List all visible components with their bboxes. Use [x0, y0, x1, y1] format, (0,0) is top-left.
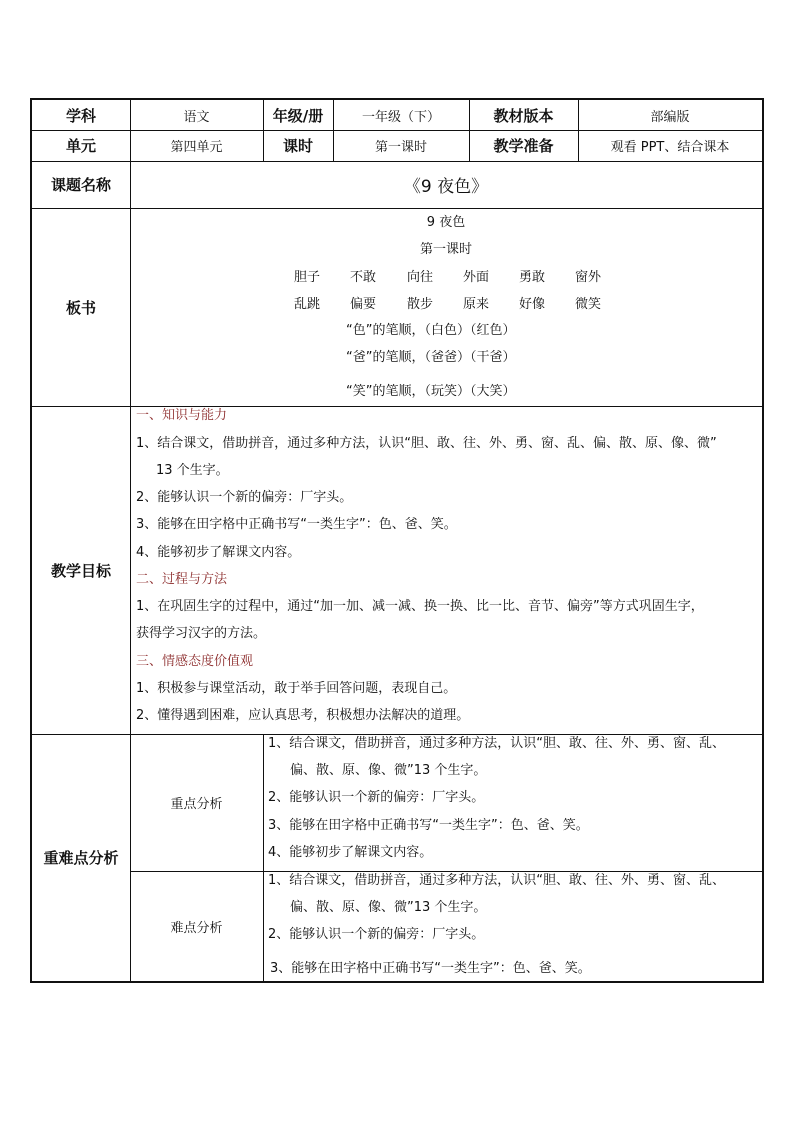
stroke-order-line: “色”的笔顺，（白色）（红色）: [346, 323, 516, 338]
board-subtitle: 第一课时: [419, 241, 472, 257]
board-word: 勇敢: [519, 270, 546, 285]
difficulty-item-continued: 偏、散、原、像、微”13 个生字。: [290, 900, 487, 915]
stroke-order-line: “爸”的笔顺，（爸爸）（干爸）: [346, 350, 516, 365]
key-point-item: 3、能够在田字格中正确书写“一类生字”：色、爸、笑。: [268, 818, 589, 833]
board-word: 微笑: [575, 297, 602, 312]
objective-item-continued: 获得学习汉字的方法。: [136, 626, 267, 641]
key-point-item: 4、能够初步了解课文内容。: [268, 845, 433, 860]
board-word: 胆子: [294, 270, 321, 285]
subject-value: 语文: [183, 109, 210, 125]
subject-label: 学科: [65, 106, 96, 125]
board-word: 好像: [519, 297, 546, 312]
objective-item-continued: 13 个生字。: [156, 463, 229, 478]
board-word: 不敢: [350, 270, 377, 285]
prep-label: 教学准备: [493, 137, 554, 155]
board-title: 9 夜色: [426, 214, 466, 230]
period-label: 课时: [282, 137, 313, 155]
board-word: 向往: [407, 270, 434, 285]
board-word: 散步: [407, 297, 434, 312]
stroke-order-line: “笑”的笔顺，（玩笑）（大笑）: [346, 384, 516, 399]
key-point-item-continued: 偏、散、原、像、微”13 个生字。: [290, 763, 487, 778]
edition-label: 教材版本: [493, 106, 554, 125]
unit-value: 第四单元: [170, 140, 223, 155]
objective-item: 1、在巩固生字的过程中，通过“加一加、减一减、换一换、比一比、音节、偏旁”等方式巩固生字，: [136, 599, 704, 614]
section-heading: 三、情感态度价值观: [136, 654, 254, 669]
column-divider: [263, 734, 264, 981]
difficulty-label: 难点分析: [170, 920, 223, 936]
difficulty-item: 1、结合课文，借助拼音，通过多种方法，认识“胆、敢、往、外、勇、窗、乱、: [268, 873, 726, 888]
section-heading: 一、知识与能力: [136, 408, 228, 423]
key-points-label: 重点分析: [170, 797, 223, 812]
objectives-label: 教学目标: [50, 561, 111, 580]
objective-item: 4、能够初步了解课文内容。: [136, 545, 301, 560]
grade-value: 一年级（下）: [361, 109, 440, 125]
period-value: 第一课时: [374, 140, 427, 155]
analysis-label: 重难点分析: [43, 849, 119, 867]
grade-label: 年级/册: [272, 106, 324, 125]
lesson-plan-table: [30, 98, 764, 983]
key-point-item: 2、能够认识一个新的偏旁：厂字头。: [268, 790, 485, 805]
lesson-title-label: 课题名称: [50, 176, 111, 194]
board-word: 外面: [463, 270, 490, 285]
prep-value: 观看 PPT、结合课本: [610, 140, 730, 155]
key-point-item: 1、结合课文，借助拼音，通过多种方法，认识“胆、敢、往、外、勇、窗、乱、: [268, 736, 726, 751]
objective-item: 3、能够在田字格中正确书写“一类生字”：色、爸、笑。: [136, 517, 457, 532]
objective-item: 1、结合课文，借助拼音，通过多种方法，认识“胆、敢、往、外、勇、窗、乱、偏、散、原、像、微”: [136, 436, 717, 451]
difficulty-item: 3、能够在田字格中正确书写“一类生字”：色、爸、笑。: [270, 961, 591, 976]
unit-label: 单元: [65, 137, 96, 155]
objective-item: 1、积极参与课堂活动，敢于举手回答问题，表现自己。: [136, 681, 457, 696]
lesson-title: 《9 夜色》: [403, 177, 489, 197]
objective-item: 2、懂得遇到困难，应认真思考，积极想办法解决的道理。: [136, 708, 470, 723]
board-word: 乱跳: [294, 297, 321, 312]
board-word: 原来: [463, 297, 490, 312]
board-label: 板书: [65, 298, 96, 317]
board-word: 窗外: [575, 270, 602, 285]
board-word: 偏要: [350, 297, 377, 312]
row-divider: [32, 208, 762, 209]
edition-value: 部编版: [650, 109, 690, 125]
section-heading: 二、过程与方法: [136, 572, 228, 587]
difficulty-item: 2、能够认识一个新的偏旁：厂字头。: [268, 927, 485, 942]
objective-item: 2、能够认识一个新的偏旁：厂字头。: [136, 490, 353, 505]
